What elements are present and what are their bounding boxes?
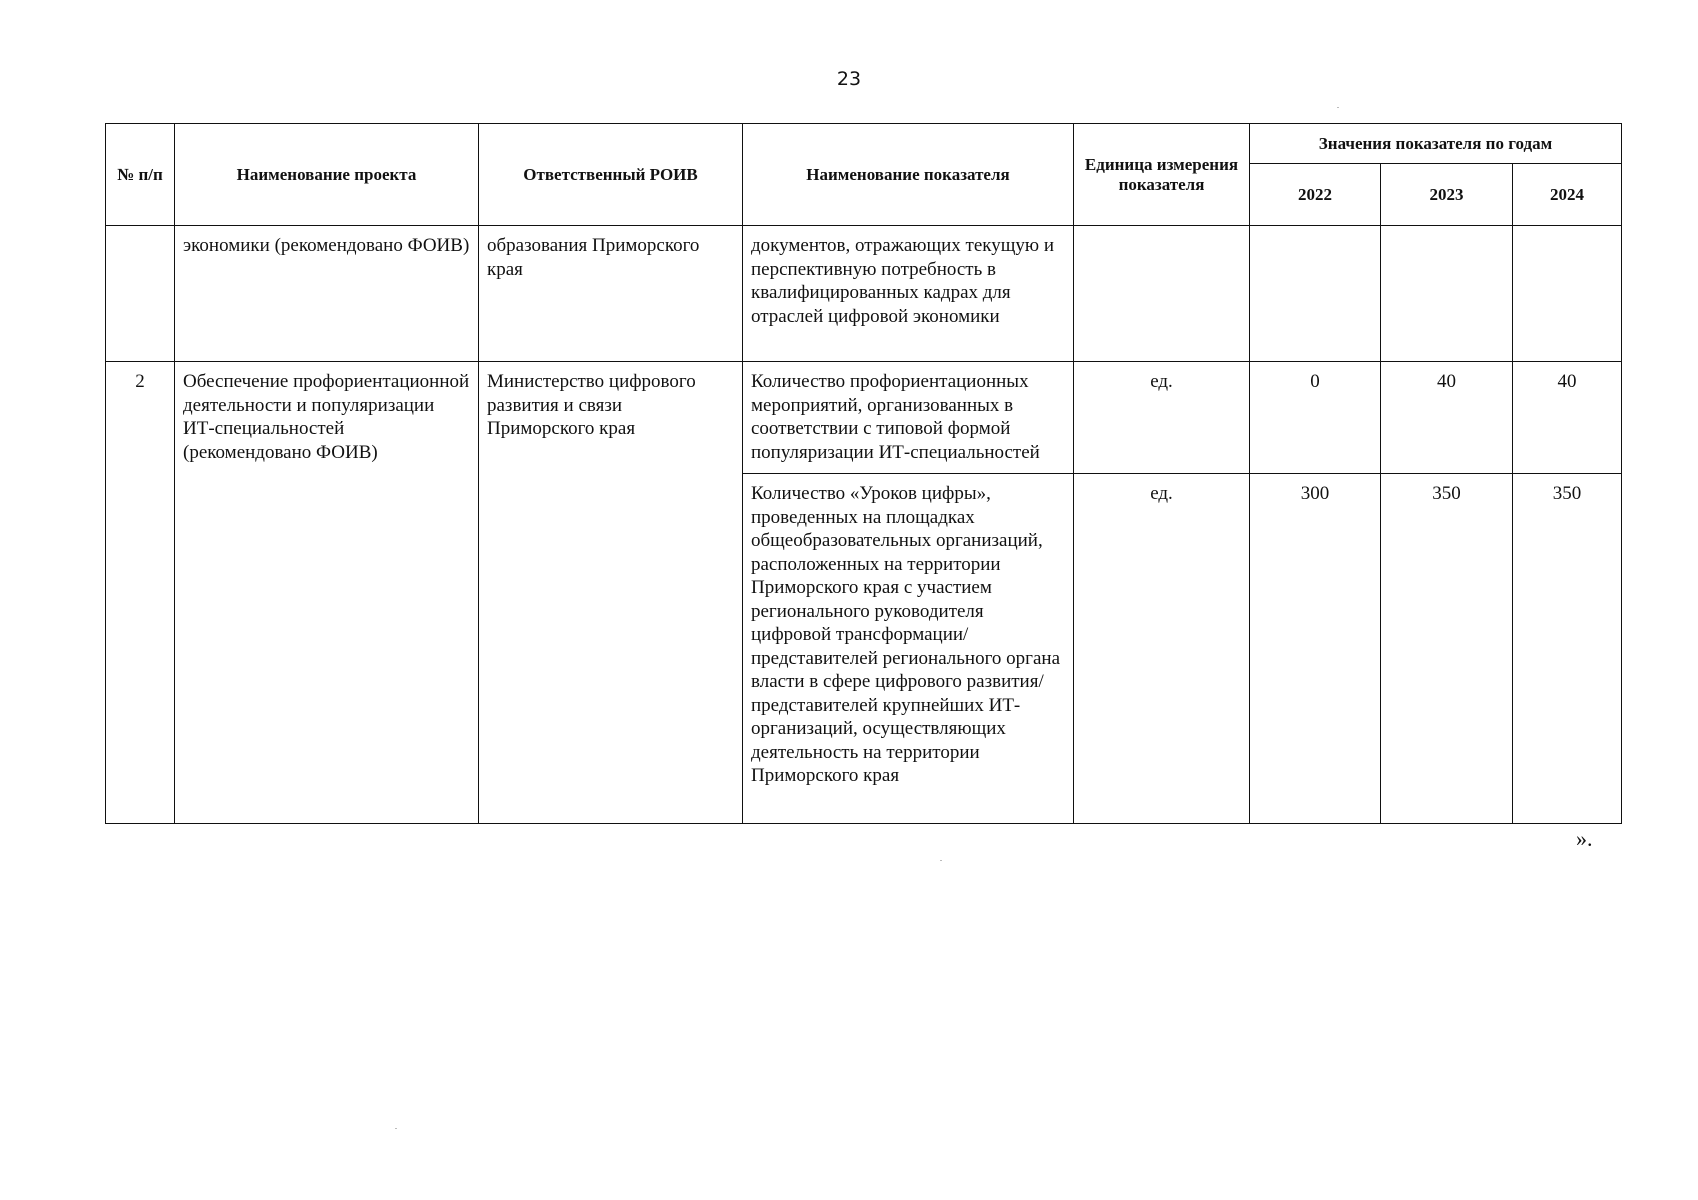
scan-speck	[395, 1128, 397, 1129]
header-values-by-year: Значения показателя по годам	[1250, 124, 1622, 164]
header-year-2023: 2023	[1381, 164, 1513, 226]
project-name: экономики (рекомендовано ФОИВ)	[175, 226, 479, 362]
project-name: Обеспечение профориентационной деятельности и популяризации ИТ-специальностей (рекомендовано ФОИВ)	[175, 362, 479, 824]
closing-quote: ».	[1576, 826, 1593, 851]
indicator-name: Количество профориентационных мероприятий, организованных в соответствии с типовой формой популяризации ИТ-специальностей	[743, 362, 1074, 474]
table-row	[106, 362, 1622, 474]
header-roiv: Ответственный РОИВ	[479, 124, 743, 226]
indicator-name: документов, отражающих текущую и перспективную потребность в квалифицированных кадрах для отраслей цифровой экономики	[743, 226, 1074, 362]
value-2023: 350	[1381, 474, 1513, 824]
value-2023	[1381, 226, 1513, 362]
page-number: 23	[836, 68, 862, 90]
value-2022	[1250, 226, 1381, 362]
header-year-2024: 2024	[1513, 164, 1622, 226]
indicators-table	[105, 123, 1622, 824]
indicator-name: Количество «Уроков цифры», проведенных на площадках общеобразовательных организаций, расположенных на территории Приморского края с участием регионального руководителя цифровой трансформации/ представителей регионального органа власти в сфере цифрового развития/ представителей крупнейших ИТ-организаций, осуществляющих деятельность на территории Приморского края	[743, 474, 1074, 824]
value-2022: 0	[1250, 362, 1381, 474]
row-num	[106, 226, 175, 362]
value-2024: 40	[1513, 362, 1622, 474]
header-year-2022: 2022	[1250, 164, 1381, 226]
unit	[1074, 226, 1250, 362]
table-header	[106, 124, 1622, 226]
header-indicator: Наименование показателя	[743, 124, 1074, 226]
responsible-roiv: образования Приморского края	[479, 226, 743, 362]
value-2024: 350	[1513, 474, 1622, 824]
header-unit: Единица измерения показателя	[1074, 124, 1250, 226]
unit: ед.	[1074, 362, 1250, 474]
header-project: Наименование проекта	[175, 124, 479, 226]
scan-speck	[940, 860, 942, 861]
row-num: 2	[106, 362, 175, 824]
value-2024	[1513, 226, 1622, 362]
table-row	[106, 226, 1622, 362]
value-2023: 40	[1381, 362, 1513, 474]
unit: ед.	[1074, 474, 1250, 824]
header-num: № п/п	[106, 124, 175, 226]
scan-speck	[1337, 107, 1339, 108]
value-2022: 300	[1250, 474, 1381, 824]
responsible-roiv: Министерство цифрового развития и связи Приморского края	[479, 362, 743, 824]
